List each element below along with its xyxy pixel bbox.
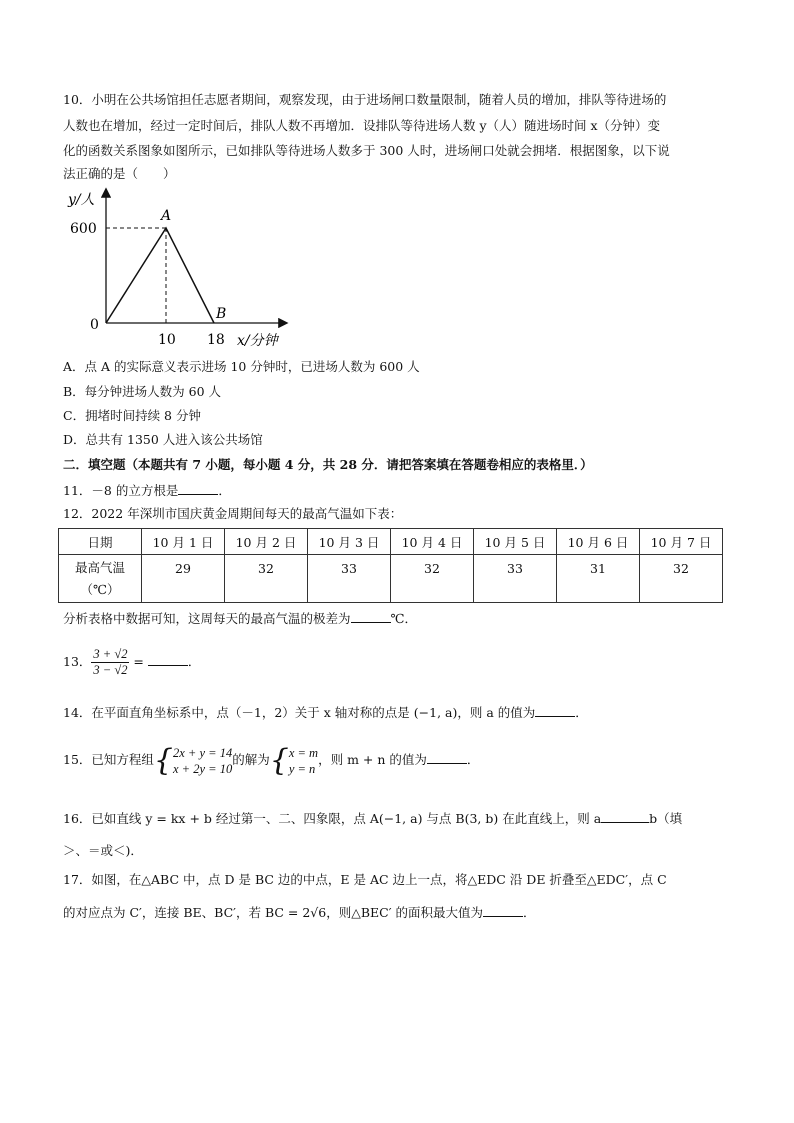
q14-blank[interactable] <box>535 704 575 717</box>
q13-equals: = <box>129 654 148 669</box>
y-axis-label: y/人 <box>68 192 95 208</box>
table-cell-date: 10 月 5 日 <box>474 529 557 555</box>
q17-line2 <box>63 904 536 921</box>
table-cell-date: 10 月 4 日 <box>391 529 474 555</box>
q17-blank[interactable] <box>483 904 523 917</box>
table-cell-temp: 33 <box>308 555 391 603</box>
q11-blank[interactable] <box>178 482 218 495</box>
q11 <box>63 482 231 499</box>
origin-label: 0 <box>90 317 99 333</box>
table-cell-temp: 31 <box>557 555 640 603</box>
table-cell-temp: 32 <box>640 555 723 603</box>
x-tick-10: 10 <box>158 332 176 348</box>
q16-line2: ＞、＝或＜)． <box>63 843 143 858</box>
temp-label-1: 最高气温 <box>74 559 125 575</box>
q15-mid: 的解为 <box>232 752 270 767</box>
q15-sol2: y = n <box>288 761 316 776</box>
q10-line1: 10．小明在公共场馆担任志愿者期间，观察发现，由于进场闸口数量限制，随着人员的增加，排队等待进场的 <box>63 92 667 107</box>
q10-option-c: C．拥堵时间持续 8 分钟 <box>63 408 201 423</box>
q12-blank[interactable] <box>351 610 391 623</box>
table-cell-date: 10 月 2 日 <box>225 529 308 555</box>
q15-solution: { x = m y = n <box>269 742 319 778</box>
q13-fraction <box>91 647 129 678</box>
table-cell-temp: 32 <box>225 555 308 603</box>
x-tick-18: 18 <box>207 332 225 348</box>
q15-eq1: 2x + y = 14 <box>173 745 233 760</box>
q11-suffix: ． <box>218 483 231 498</box>
q15 <box>63 740 479 780</box>
q13-blank[interactable] <box>148 653 188 666</box>
q17-suffix: ． <box>523 905 536 920</box>
q16-tail: b（填 <box>649 811 683 826</box>
table-row <box>59 555 723 603</box>
table-cell-date: 10 月 6 日 <box>557 529 640 555</box>
q15-tail: ，则 m + n 的值为 <box>318 752 427 767</box>
q17-line1: 17．如图，在△ABC 中，点 D 是 BC 边的中点，E 是 AC 边上一点，将△EDC 沿 DE 折叠至△EDC′，点 C <box>63 872 667 887</box>
q15-sol1: x = m <box>288 745 319 760</box>
q16-blank[interactable] <box>601 810 649 823</box>
q14-text: 14．在平面直角坐标系中，点（－1，2）关于 x 轴对称的点是 (−1, a)，则 a 的值为 <box>63 705 536 720</box>
q16-text: 16．已如直线 y = kx + b 经过第一、二、四象限，点 A(−1, a) 与点 B(3, b) 在此直线上，则 a <box>63 811 602 826</box>
q15-system: { 2x + y = 14 x + 2y = 10 <box>153 742 233 778</box>
q13-numerator: 3 + √2 <box>93 647 128 661</box>
point-b-label: B <box>216 306 227 322</box>
q13 <box>63 642 200 682</box>
q13-denominator: 3 − √2 <box>93 663 128 677</box>
table-header-date: 日期 <box>59 529 142 555</box>
x-axis-label: x/分钟 <box>237 333 278 349</box>
q12-intro: 12．2022 年深圳市国庆黄金周期间每天的最高气温如下表： <box>63 506 403 521</box>
point-a-label: A <box>161 208 172 224</box>
q15-blank[interactable] <box>427 751 467 764</box>
q10-option-d: D．总共有 1350 人进入该公共场馆 <box>63 432 263 447</box>
table-cell-date: 10 月 1 日 <box>142 529 225 555</box>
table-row <box>59 529 723 555</box>
q15-text: 15．已知方程组 <box>63 752 154 767</box>
q13-number: 13． <box>63 654 92 669</box>
table-header-temp <box>59 555 142 603</box>
function-line <box>106 228 214 323</box>
table-cell-temp: 29 <box>142 555 225 603</box>
q10-line4: 法正确的是（ ） <box>63 166 176 181</box>
q14-suffix: ． <box>575 705 588 720</box>
q12-after-suffix: ℃． <box>390 611 417 626</box>
q16-line1 <box>63 810 682 827</box>
section2-heading: 二．填空题（本题共有 7 小题，每小题 4 分，共 28 分．请把答案填在答题卷相应的表格里．） <box>63 457 593 472</box>
q17-text: 的对应点为 C′，连接 BE、BC′，若 BC = 2√6，则△BEC′ 的面积最大值为 <box>63 905 484 920</box>
y-tick-600: 600 <box>70 221 97 237</box>
q10-graph <box>60 186 300 356</box>
q11-text: 11．－8 的立方根是 <box>63 483 179 498</box>
temp-label-2: （℃） <box>80 581 120 597</box>
table-cell-temp: 33 <box>474 555 557 603</box>
q13-suffix: ． <box>187 654 201 669</box>
q12-after-text: 分析表格中数据可知，这周每天的最高气温的极差为 <box>63 611 351 626</box>
q15-suffix: ． <box>466 752 480 767</box>
q10-line2: 人数也在增加，经过一定时间后，排队人数不再增加．设排队等待进场人数 y（人）随进场时间 x（分钟）变 <box>63 118 661 133</box>
q15-eq2: x + 2y = 10 <box>173 761 233 776</box>
q10-line3: 化的函数关系图象如图所示，已如排队等待进场人数多于 300 人时，进场闸口处就会拥堵．根据图象，以下说 <box>63 143 670 158</box>
temperature-table <box>58 528 723 603</box>
table-cell-temp: 32 <box>391 555 474 603</box>
q10-option-b: B．每分钟进场人数为 60 人 <box>63 384 222 399</box>
q12-after <box>63 610 417 627</box>
table-cell-date: 10 月 7 日 <box>640 529 723 555</box>
q10-option-a: A．点 A 的实际意义表示进场 10 分钟时，已进场人数为 600 人 <box>63 359 420 374</box>
table-cell-date: 10 月 3 日 <box>308 529 391 555</box>
q14 <box>63 704 588 721</box>
